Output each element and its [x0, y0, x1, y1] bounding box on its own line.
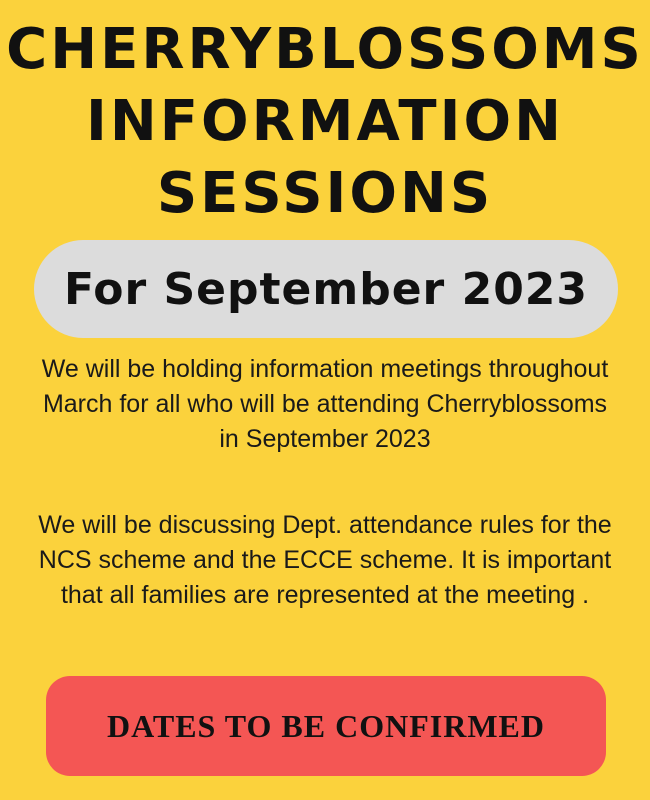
title-line-1: CHERRYBLOSSOMS: [6, 17, 644, 82]
poster-title: [0, 14, 650, 230]
dates-banner-label: DATES TO BE CONFIRMED: [107, 707, 545, 744]
title-line-2: INFORMATION: [86, 89, 564, 154]
info-paragraph-rules: We will be discussing Dept. attendance rules for the NCS scheme and the ECCE scheme. It is important that all families are represented at the meeting .: [38, 511, 612, 609]
subtitle-pill: [34, 240, 618, 338]
info-paragraph-meetings: We will be holding information meetings throughout March for all who will be attending Cherryblossoms in September 2023: [41, 355, 609, 453]
dates-banner: [46, 676, 606, 776]
title-line-3: SESSIONS: [156, 161, 494, 226]
subtitle-text: For September 2023: [63, 263, 589, 315]
